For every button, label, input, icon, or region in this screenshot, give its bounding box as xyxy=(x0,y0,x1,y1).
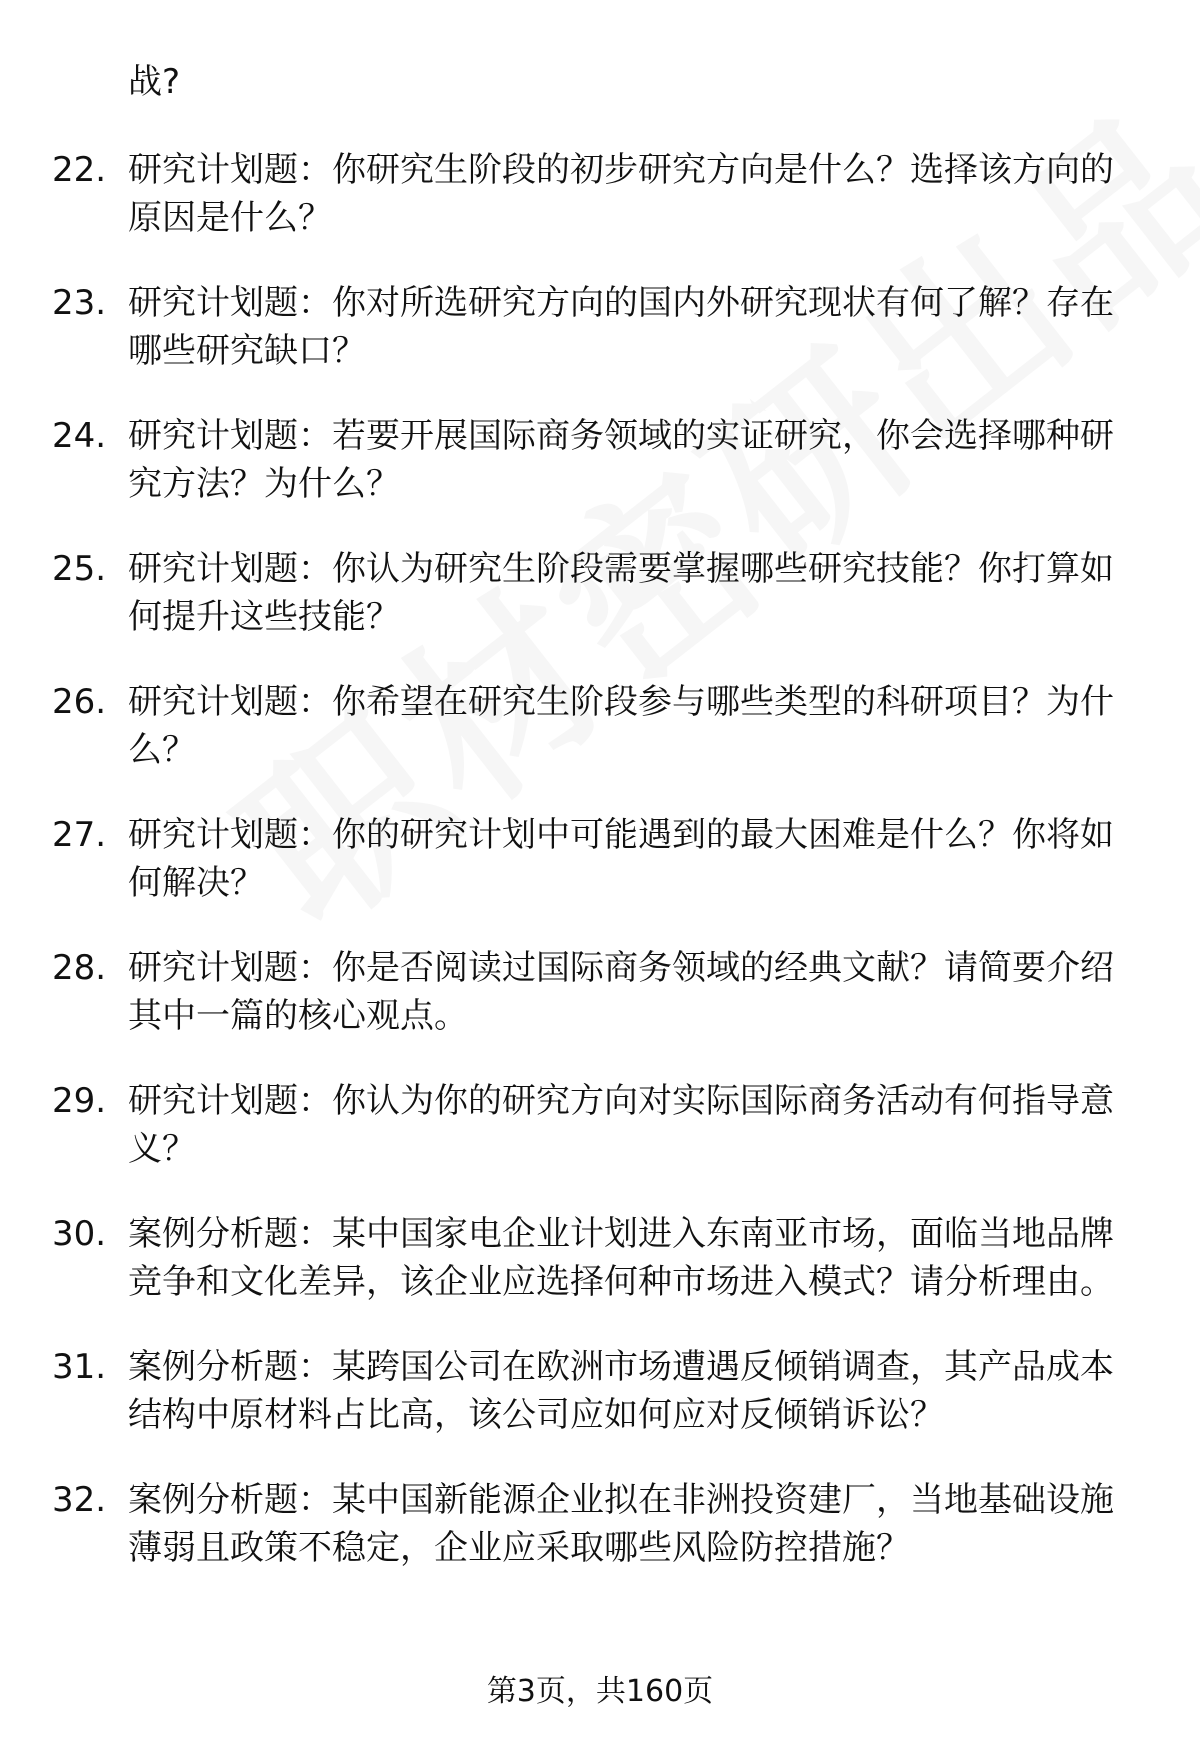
list-item xyxy=(0,279,1200,375)
list-item xyxy=(0,545,1200,641)
question-text: 研究计划题：你认为你的研究方向对实际国际商务活动有何指导意义？ xyxy=(128,1081,1114,1169)
continuation-text: 战? xyxy=(128,62,181,102)
question-text: 研究计划题：你希望在研究生阶段参与哪些类型的科研项目？为什么？ xyxy=(128,682,1114,770)
list-item xyxy=(0,1476,1200,1572)
question-text: 研究计划题：你的研究计划中可能遇到的最大困难是什么？你将如何解决？ xyxy=(128,815,1114,903)
list-item xyxy=(0,811,1200,907)
page-footer: 第3页，共160页 xyxy=(486,1674,714,1709)
list-item xyxy=(0,1077,1200,1173)
question-text: 研究计划题：若要开展国际商务领域的实证研究，你会选择哪种研究方法？为什么？ xyxy=(128,416,1114,504)
question-number: 27. xyxy=(52,815,107,855)
list-item xyxy=(0,412,1200,508)
question-text: 案例分析题：某中国新能源企业拟在非洲投资建厂，当地基础设施薄弱且政策不稳定，企业应采取哪些风险防控措施？ xyxy=(128,1480,1114,1568)
question-list xyxy=(0,146,1200,1609)
question-text: 案例分析题：某跨国公司在欧洲市场遭遇反倾销调查，其产品成本结构中原材料占比高，该公司应如何应对反倾销诉讼？ xyxy=(128,1347,1114,1435)
list-item xyxy=(0,1210,1200,1306)
question-text: 研究计划题：你研究生阶段的初步研究方向是什么？选择该方向的原因是什么？ xyxy=(128,150,1114,238)
question-number: 31. xyxy=(52,1347,107,1387)
question-number: 30. xyxy=(52,1214,107,1254)
question-number: 23. xyxy=(52,283,107,323)
question-number: 29. xyxy=(52,1081,107,1121)
question-number: 28. xyxy=(52,948,107,988)
question-text: 研究计划题：你认为研究生阶段需要掌握哪些研究技能？你打算如何提升这些技能？ xyxy=(128,549,1114,637)
question-number: 32. xyxy=(52,1480,107,1520)
question-text: 研究计划题：你对所选研究方向的国内外研究现状有何了解？存在哪些研究缺口？ xyxy=(128,283,1114,371)
question-text: 研究计划题：你是否阅读过国际商务领域的经典文献？请简要介绍其中一篇的核心观点。 xyxy=(128,948,1114,1036)
question-number: 26. xyxy=(52,682,107,722)
list-item xyxy=(0,678,1200,774)
question-number: 25. xyxy=(52,549,107,589)
list-item xyxy=(0,146,1200,242)
question-text: 案例分析题：某中国家电企业计划进入东南亚市场，面临当地品牌竞争和文化差异，该企业应选择何种市场进入模式？请分析理由。 xyxy=(128,1214,1114,1302)
question-number: 24. xyxy=(52,416,107,456)
question-number: 22. xyxy=(52,150,107,190)
list-item xyxy=(0,944,1200,1040)
list-item xyxy=(0,1343,1200,1439)
